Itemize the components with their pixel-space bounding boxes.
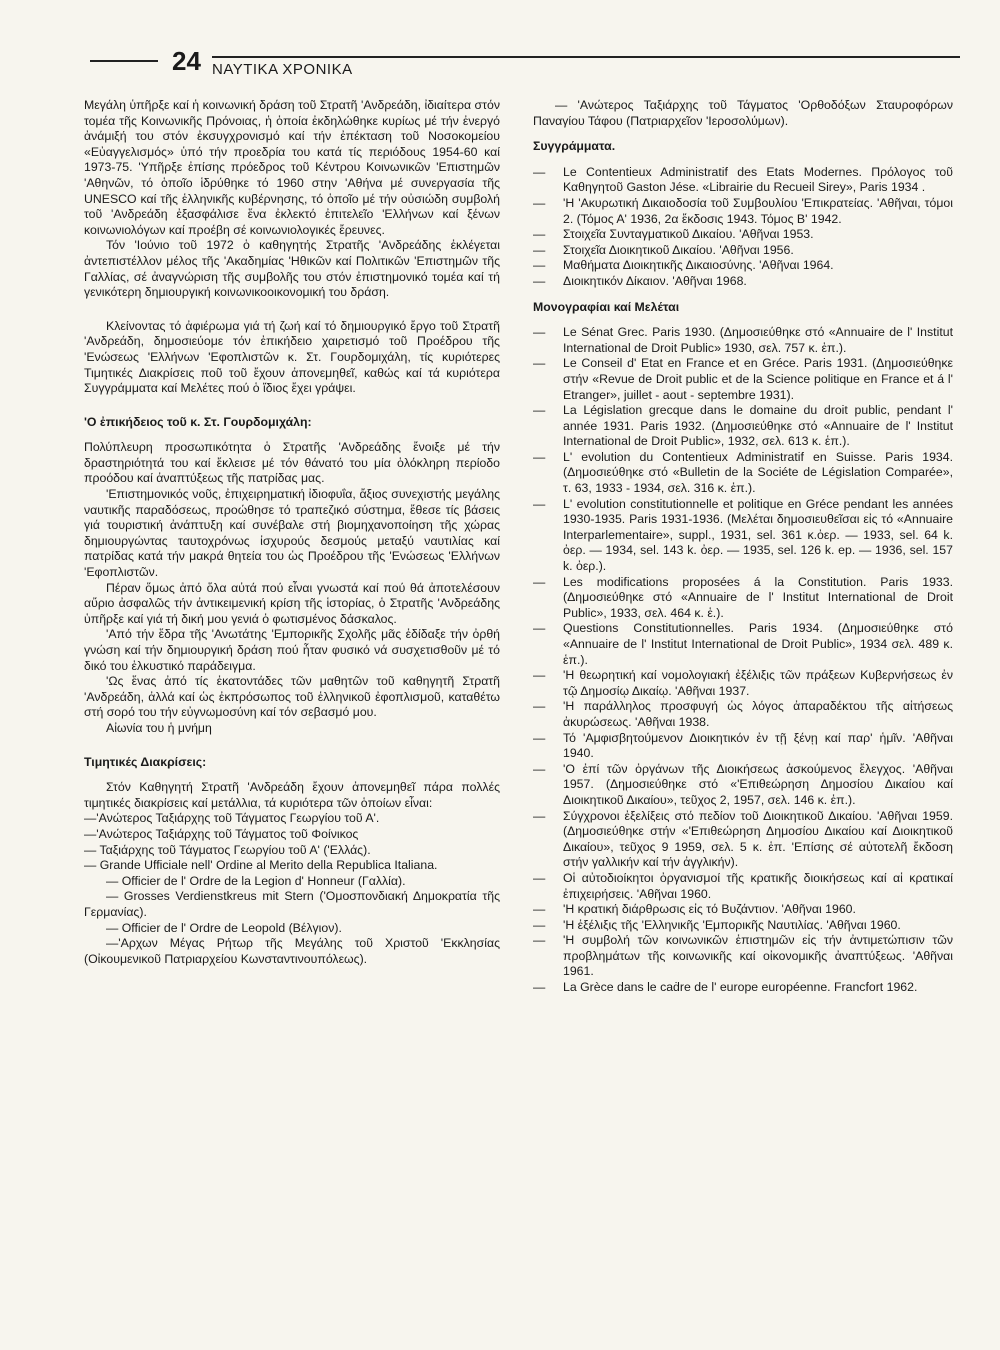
writings-list [533,165,953,290]
honor-item: — Grande Ufficiale nell' Ordine al Merito della Republica Italiana. [84,858,438,873]
monograph-item: — 'Η παράλληλος προσφυγή ὡς λόγος ἀπαραδέκτου τῆς αἰτήσεως ἀκυρώσεως. 'Αθῆναι 1938. [533,699,953,729]
monograph-item: — L' evolution du Contentieux Administratif en Suisse. Paris 1934. (Δημοσιεύθηκε στό «Bulletin de la Sociéte de Législation Comparée», τ. 63, 1933 - 1934, σελ. 316 κ. ἑπ.). [533,449,953,496]
honor-item: — Officier de l' Ordre de la Legion d' Honneur (Γαλλία). [106,873,406,888]
monographs-title: Μονογραφίαι καί Μελέται [533,299,680,314]
writing-item: — Μαθήματα Διοικητικῆς Δικαιοσύνης. 'Αθῆναι 1964. [533,258,834,273]
writing-item: — Στοιχεῖα Συνταγματικοῦ Δικαίου. 'Αθῆναι 1953. [533,227,814,242]
honor-item-continued: — 'Ανώτερος Ταξιάρχης τοῦ Τάγματος 'Ορθοδόξων Σταυροφόρων Παναγίου Τάφου (Πατριαρχεῖον 'Ιεροσολύμων). [533,98,953,128]
monograph-item: — Le Conseil d' Etat en France et en Gréce. Paris 1931. (Δημοσιεύθηκε στήν «Revue de Droit public et de la Science politique en France et á l' Etranger», juillet - aout - septembre 1931). [533,356,953,402]
monograph-item: — 'Η θεωρητική καί νομολογιακή ἐξέλιξις τῶν πράξεων Κυβερνήσεως ἐν τῷ Δημοσίῳ Δικαίῳ. 'Αθῆναι 1937. [533,668,953,698]
writing-item: — Στοιχεῖα Διοικητικοῦ Δικαίου. 'Αθῆναι 1956. [533,242,794,257]
closing-paragraph: Κλείνοντας τό ἀφιέρωμα γιά τή ζωή καί τό δημιουργικό ἔργο τοῦ Στρατῆ 'Ανδρεάδη, δημοσιεύομε τόν ἐπικήδειο χαιρετισμό τοῦ Προέδρου τῆς 'Ενώσεως 'Ελλήνων 'Εφοπλιστῶν κ. Στ. Γουρδομιχάλη, τίς κυριότερες Τιμητικές Διακρίσεις ποῦ τοῦ ἔχουν ἀπονεμηθεῖ, καθώς καί τά κυριότερα Συγγράμματα καί Μελέτες πού ὁ ἴδιος ἔχει γράψει. [84,318,500,396]
honor-item: — Ταξιάρχης τοῦ Τάγματος Γεωργίου τοῦ Α' ('Ελλάς). [84,842,371,857]
monograph-item: — Le Sénat Grec. Paris 1930. (Δημοσιεύθηκε στό «Annuaire de l' Institut International de Droit Public» 1930, σελ. 757 κ. ἑπ.). [533,325,953,355]
writing-item: — Διοικητικόν Δίκαιον. 'Αθῆναι 1968. [533,273,747,288]
monograph-item: — Τό 'Αμφισβητούμενον Διοικητικόν ἐν τῇ ξένῃ καί παρ' ἡμῖν. 'Αθῆναι 1940. [533,730,953,761]
honor-item: —'Ανώτερος Ταξιάρχης τοῦ Τάγματος Γεωργίου τοῦ Α'. [84,811,380,826]
right-column [533,98,953,996]
eulogy-paragraph: Πέραν ὅμως ἀπό ὅλα αὐτά πού εἶναι γνωστά καί πού θά ἀποτελέσουν αὔριο ἀσφαλῶς τήν ἀντικειμενική κρίση τῆς ἱστορίας, ὁ Στρατῆς 'Ανδρεάδης ὑπῆρξε καί γιά τή δική μου γενιά ὁ φωτισμένος δάσκαλος. [84,580,500,626]
eulogy-paragraph: 'Από τήν ἕδρα τῆς 'Ανωτάτης 'Εμπορικῆς Σχολῆς μᾶς ἐδίδαξε τήν ὀρθή γνώση καί τήν δημιουργική δράση πού ἦταν φυσικό νά συσχετισθοῦν μέ τό δικό του ἑλκυστικό παράδειγμα. [84,627,500,673]
honors-intro: Στόν Καθηγητή Στρατῆ 'Ανδρεάδη ἔχουν ἀπονεμηθεῖ πάρα πολλές τιμητικές διακρίσεις καί μετάλλια, τά κυριότερα τῶν ὁποίων εἶναι: [84,780,500,810]
writing-item: — Le Contentieux Administratif des Etats Modernes. Πρόλογος τοῦ Καθηγητοῦ Gaston Jése. «Librairie du Recueil Sirey», Paris 1934 . [533,164,953,195]
header-rule-right [212,56,960,58]
monograph-item: — 'Η ἐξέλιξις τῆς 'Ελληνικῆς 'Εμπορικῆς Ναυτιλίας. 'Αθῆναι 1960. [533,917,901,932]
eulogy-signoff: Αἰωνία του ἡ μνήμη [106,720,212,735]
honors-title: Τιμητικές Διακρίσεις: [84,754,207,769]
intro-paragraph: Μεγάλη ὑπῆρξε καί ἡ κοινωνική δράση τοῦ Στρατῆ 'Ανδρεάδη, ἰδιαίτερα στόν τομέα τῆς Κοινωνικῆς Πρόνοιας, ἡ ὁποία ἐκδηλώθηκε κυρίως μέ τήν ἐνεργό ἀνάμιξή του στόν ἐκσυγχρονισμό καί τήν ἐπέκταση τοῦ Νοσοκομείου «Εὐαγγελισμός» ὑπό τήν προεδρία του κατά τίς περιόδους 1954-60 καί 1973-75. 'Υπῆρξε ἐπίσης πρόεδρος τοῦ Κέντρου Κοινωνικῶν 'Επιστημῶν 'Αθηνῶν, τό ὁποῖο ἱδρύθηκε τό 1960 στην 'Αθήνα μέ συνεργασία τῆς UNESCO καί τῆς ἑλληνικῆς κυβέρνησης, τό ὁποῖο μέ τήν οὐσιώδη συμβολή τοῦ 'Ανδρεάδη ἐξασφάλισε ἕνα ἐκλεκτό ἐπιτελεῖο 'Ελλήνων καί ξένων κοινωνιολόγων καί προέβη σέ κοινωνιολογικές ἔρευνες. [84,98,500,237]
page-number: 24 [172,46,201,76]
monograph-item: — Questions Constitutionnelles. Paris 1934. (Δημοσιεύθηκε στό «Annuaire de l' Institut International de Droit Public», 1934 σελ. 489 κ. ἑπ.). [533,621,953,667]
eulogy-paragraph: 'Επιστημονικός νοῦς, ἐπιχειρηματική ἰδιοφυΐα, ἄξιος συνεχιστής μεγάλης ναυτικῆς παραδόσεως, προώθησε τό τραπεζικό σύστημα, ἔθεσε τίς βάσεις γιά τουριστική ἀνάπτυξη καί συνέβαλε στή βιομηχανοποίηση τῆς χώρας δημιουργώντας ταυτοχρόνως ἰσχυρούς δεσμούς μεταξύ ναυτιλίας καί πατρίδας κατά τήν μακρά θητεία του ὡς Προέδρου τῆς 'Ενώσεως 'Ελλήνων 'Εφοπλιστῶν. [84,487,500,580]
magazine-title: ΝΑΥΤΙΚΑ ΧΡΟΝΙΚΑ [212,61,353,78]
monograph-item: — 'Η κρατική διάρθρωσις εἰς τό Βυζάντιον. 'Αθῆναι 1960. [533,902,856,917]
eulogy-paragraph: Πολύπλευρη προσωπικότητα ὁ Στρατῆς 'Ανδρεάδης ἔνοιξε μέ τήν δραστηριότητά του καί ἔκλεισε μέ τόν θάνατό του μία ὁλόκληρη περίοδο προόδου καί ἀναπτύξεως τῆς πατρίδας μας. [84,440,500,486]
monograph-item: — La Législation grecque dans le domaine du droit public, pendant l' année 1931. Paris 1932. (Δημοσιεύθηκε στό «Annuaire de l' Institut International de Droit Public», 1932, σελ. 613 κ. ἑπ.). [533,403,953,449]
monograph-item: — Σύγχρονοι ἐξελίξεις στό πεδίον τοῦ Διοικητικοῦ Δικαίου. 'Αθῆναι 1959. (Δημοσιεύθηκε στήν «'Επιθεώρηση Δημοσίου Δικαίου καί Διοικητικοῦ Δικαίου», τεῦχος 9 1959, σελ. 5 κ. ἑπ. 'Επίσης σέ αὐτοτελῆ ἔκδοση στήν γαλλικήν καί τήν ἀγγλικήν). [533,808,953,870]
intro-paragraph: Τόν 'Ιούνιο τοῦ 1972 ὁ καθηγητής Στρατῆς 'Ανδρεάδης ἐκλέγεται ἀντεπιστέλλον μέλος τῆς 'Ακαδημίας 'Ηθικῶν καί Πολιτικῶν 'Επιστημῶν τῆς Γαλλίας, σέ ἀναγνώριση τῆς συμβολῆς του στόν ἐπιστημονικό τομέα καί τή γενικότερη δημιουργική κοινωνικοοικονομική του δράση. [84,238,500,300]
monograph-item: — 'Η συμβολή τῶν κοινωνικῶν ἐπιστημῶν εἰς τήν ἀντιμετώπισιν τῶν προβλημάτων τῆς κοινωνικῆς καί οἰκονομικῆς ἀναπτύξεως. 'Αθῆναι 1961. [533,933,953,979]
honor-item: —'Αρχων Μέγας Ρήτωρ τῆς Μεγάλης τοῦ Χριστοῦ 'Εκκλησίας (Οἰκουμενικοῦ Πατριαρχείου Κωνσταντινουπόλεως). [84,936,500,966]
monograph-item: — 'Ο ἐπί τῶν ὀργάνων τῆς Διοικήσεως ἀσκούμενος ἔλεγχος. 'Αθῆναι 1957. (Δημοσιεύθηκε στό «'Επιθεώρηση Δημοσίου Δικαίου καί Διοικητικοῦ Δικαίου», τεῦχος 2, 1957, σελ. 146 κ. ἑπ.). [533,761,953,807]
monograph-item: — L' evolution constitutionnelle et politique en Gréce pendant les années 1930-1935. Paris 1931-1936. (Μελέται δημοσιευθεῖσαι εἰς τό «Annuaire Interparlementaire», suppl., 1931, sel. 361 κ.ὀερ. — 1933, sel. 64 k. ὀερ. — 1934, sel. 143 k. ὀερ. — 1935, sel. 126 k. ep. — 1936, sel. 157 k. ὀερ.). [533,496,953,574]
monographs-list [533,325,953,996]
writings-title: Συγγράμματα. [533,139,616,154]
left-column [84,98,500,967]
eulogy-title: 'Ο ἐπικήδειος τοῦ κ. Στ. Γουρδομιχάλη: [84,414,312,429]
honor-item: — Officier de l' Ordre de Leopold (Βέλγιον). [106,920,342,935]
eulogy-paragraph: 'Ως ἕνας ἀπό τίς ἑκατοντάδες τῶν μαθητῶν τοῦ καθηγητῆ Στρατῆ 'Ανδρεάδη, ἀλλά καί ὡς ἐκπρόσωπος τοῦ ἑλληνικοῦ ἐφοπλισμοῦ, καταθέτω στή σορό του τήν εὐγνωμοσύνη καί τόν σεβασμό μου. [84,674,500,720]
page-header [90,48,960,88]
honor-item: —'Ανώτερος Ταξιάρχης τοῦ Τάγματος τοῦ Φοίνικος [84,826,359,841]
honor-item: — Grosses Verdienstkreus mit Stern ('Ομοσπονδιακή Δημοκρατία τῆς Γερμανίας). [84,889,500,919]
monograph-item: — Οἱ αὐτοδιοίκητοι ὀργανισμοί τῆς κρατικῆς διοικήσεως καί αἱ κρατικαί ἐπιχειρήσεις. 'Αθῆναι 1960. [533,870,953,901]
monograph-item: — Les modifications proposées á la Constitution. Paris 1933. (Δημοσιεύθηκε στό «Annuaire de l' Institut International de Droit Public», 1933, σελ. 464 κ. ἑ.). [533,574,953,620]
monograph-item: — La Grèce dans le caḋre de l' europe européenne. Francfort 1962. [533,980,918,995]
header-rule-left [90,60,158,62]
writing-item: — 'Η 'Ακυρωτική Δικαιοδοσία τοῦ Συμβουλίου 'Επικρατείας. 'Αθῆναι, τόμοι 2. (Τόμος Α' 1936, 2α ἔκδοσις 1943. Τόμος Β' 1942. [533,195,953,226]
